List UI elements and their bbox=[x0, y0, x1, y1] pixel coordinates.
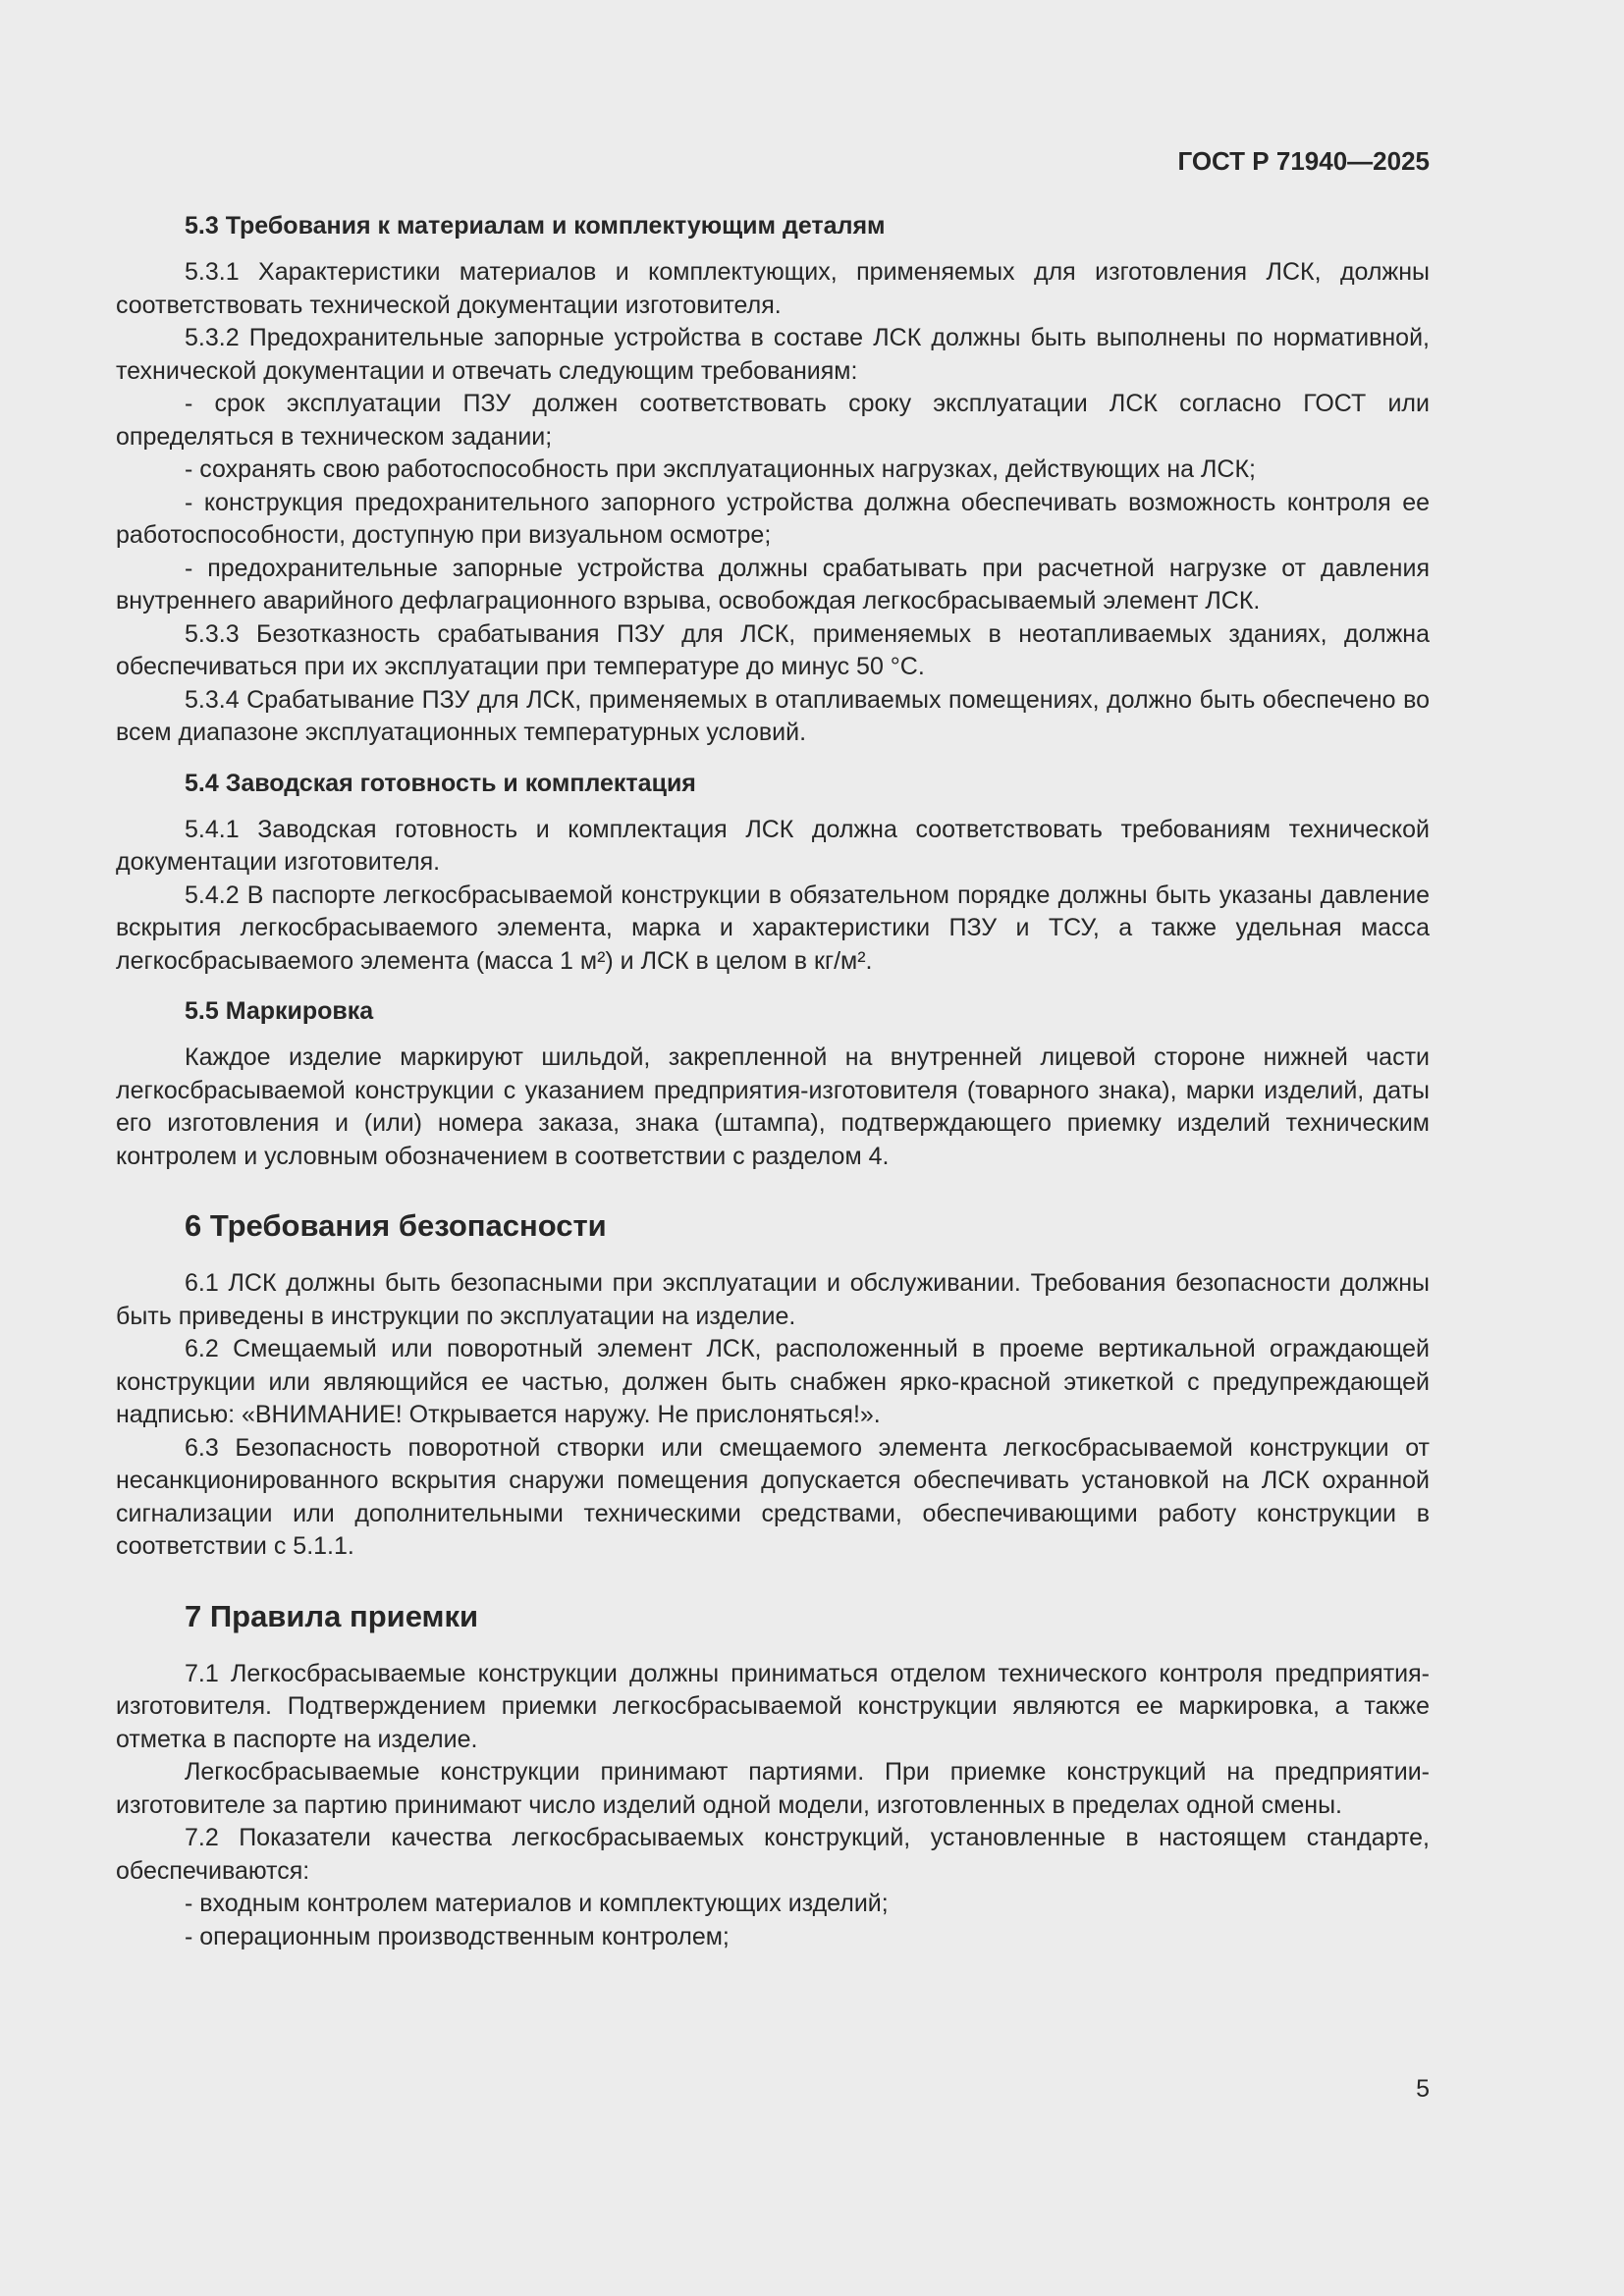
list-item: - срок эксплуатации ПЗУ должен соответствовать сроку эксплуатации ЛСК согласно ГОСТ или определяться в техническом задании; bbox=[116, 390, 1430, 451]
list-item: - операционным производственным контролем; bbox=[185, 1922, 730, 1950]
paragraph: 5.4.2 В паспорте легкосбрасываемой конструкции в обязательном порядке должны быть указаны давление вскрытия легкосбрасываемого элемента, марка и характеристики ПЗУ и ТСУ, а также удельная масса легкосбрасываемого элемента (масса 1 м²) и ЛСК в целом в кг/м². bbox=[116, 881, 1430, 975]
document-header: ГОСТ Р 71940—2025 bbox=[1177, 146, 1430, 176]
paragraph: 6.2 Смещаемый или поворотный элемент ЛСК, расположенный в проеме вертикальной ограждающей конструкции или являющийся ее частью, должен быть снабжен ярко-красной этикеткой с предупреждающей надписью: «ВНИМАНИЕ! Открывается наружу. Не прислоняться!». bbox=[116, 1335, 1430, 1428]
list-item: - сохранять свою работоспособность при эксплуатационных нагрузках, действующих на ЛСК; bbox=[185, 455, 1256, 483]
chapter-heading: 6 Требования безопасности bbox=[185, 1208, 607, 1243]
section-heading: 5.4 Заводская готовность и комплектация bbox=[185, 769, 696, 797]
paragraph: 5.3.4 Срабатывание ПЗУ для ЛСК, применяемых в отапливаемых помещениях, должно быть обеспечено во всем диапазоне эксплуатационных температурных условий. bbox=[116, 685, 1430, 746]
section-heading: 5.3 Требования к материалам и комплектующим деталям bbox=[185, 212, 886, 240]
paragraph: 5.3.2 Предохранительные запорные устройства в составе ЛСК должны быть выполнены по нормативной, технической документации и отвечать следующим требованиям: bbox=[116, 324, 1430, 385]
list-item: - входным контролем материалов и комплектующих изделий; bbox=[185, 1890, 889, 1917]
paragraph: 6.3 Безопасность поворотной створки или смещаемого элемента легкосбрасываемой конструкции от несанкционированного вскрытия снаружи помещения допускается обеспечивать установкой на ЛСК охранной сигнализации или дополнительными техническими средствами, обеспечивающими работу конструкции в соответствии с 5.1.1. bbox=[116, 1433, 1430, 1560]
list-item: - конструкция предохранительного запорного устройства должна обеспечивать возможность контроля ее работоспособности, доступную при визуальном осмотре; bbox=[116, 488, 1430, 549]
paragraph: 7.1 Легкосбрасываемые конструкции должны приниматься отделом технического контроля предприятия-изготовителя. Подтверждением приемки легкосбрасываемой конструкции являются ее маркировка, а также отметка в паспорте на изделие. bbox=[116, 1659, 1430, 1753]
page-number: 5 bbox=[1416, 2075, 1430, 2103]
paragraph: Легкосбрасываемые конструкции принимают партиями. При приемке конструкций на предприятии-изготовителе за партию принимают число изделий одной модели, изготовленных в пределах одной смены. bbox=[116, 1758, 1430, 1819]
paragraph: 5.3.1 Характеристики материалов и комплектующих, применяемых для изготовления ЛСК, должны соответствовать технической документации изготовителя. bbox=[116, 258, 1430, 319]
chapter-heading: 7 Правила приемки bbox=[185, 1598, 479, 1633]
section-heading: 5.5 Маркировка bbox=[185, 997, 374, 1025]
paragraph: 6.1 ЛСК должны быть безопасными при эксплуатации и обслуживании. Требования безопасности должны быть приведены в инструкции по эксплуатации на изделие. bbox=[116, 1269, 1430, 1330]
paragraph: 7.2 Показатели качества легкосбрасываемых конструкций, установленные в настоящем стандарте, обеспечиваются: bbox=[116, 1824, 1430, 1885]
document-page bbox=[116, 145, 1430, 1953]
paragraph: 5.4.1 Заводская готовность и комплектация ЛСК должна соответствовать требованиям технической документации изготовителя. bbox=[116, 815, 1430, 876]
list-item: - предохранительные запорные устройства должны срабатывать при расчетной нагрузке от давления внутреннего аварийного дефлаграционного взрыва, освобождая легкосбрасываемый элемент ЛСК. bbox=[116, 554, 1430, 614]
paragraph: Каждое изделие маркируют шильдой, закрепленной на внутренней лицевой стороне нижней части легкосбрасываемой конструкции с указанием предприятия-изготовителя (товарного знака), марки изделий, даты его изготовления и (или) номера заказа, знака (штампа), подтверждающего приемку изделий техническим контролем и условным обозначением в соответствии с разделом 4. bbox=[116, 1043, 1430, 1170]
paragraph: 5.3.3 Безотказность срабатывания ПЗУ для ЛСК, применяемых в неотапливаемых зданиях, должна обеспечиваться при их эксплуатации при температуре до минус 50 °С. bbox=[116, 619, 1430, 680]
